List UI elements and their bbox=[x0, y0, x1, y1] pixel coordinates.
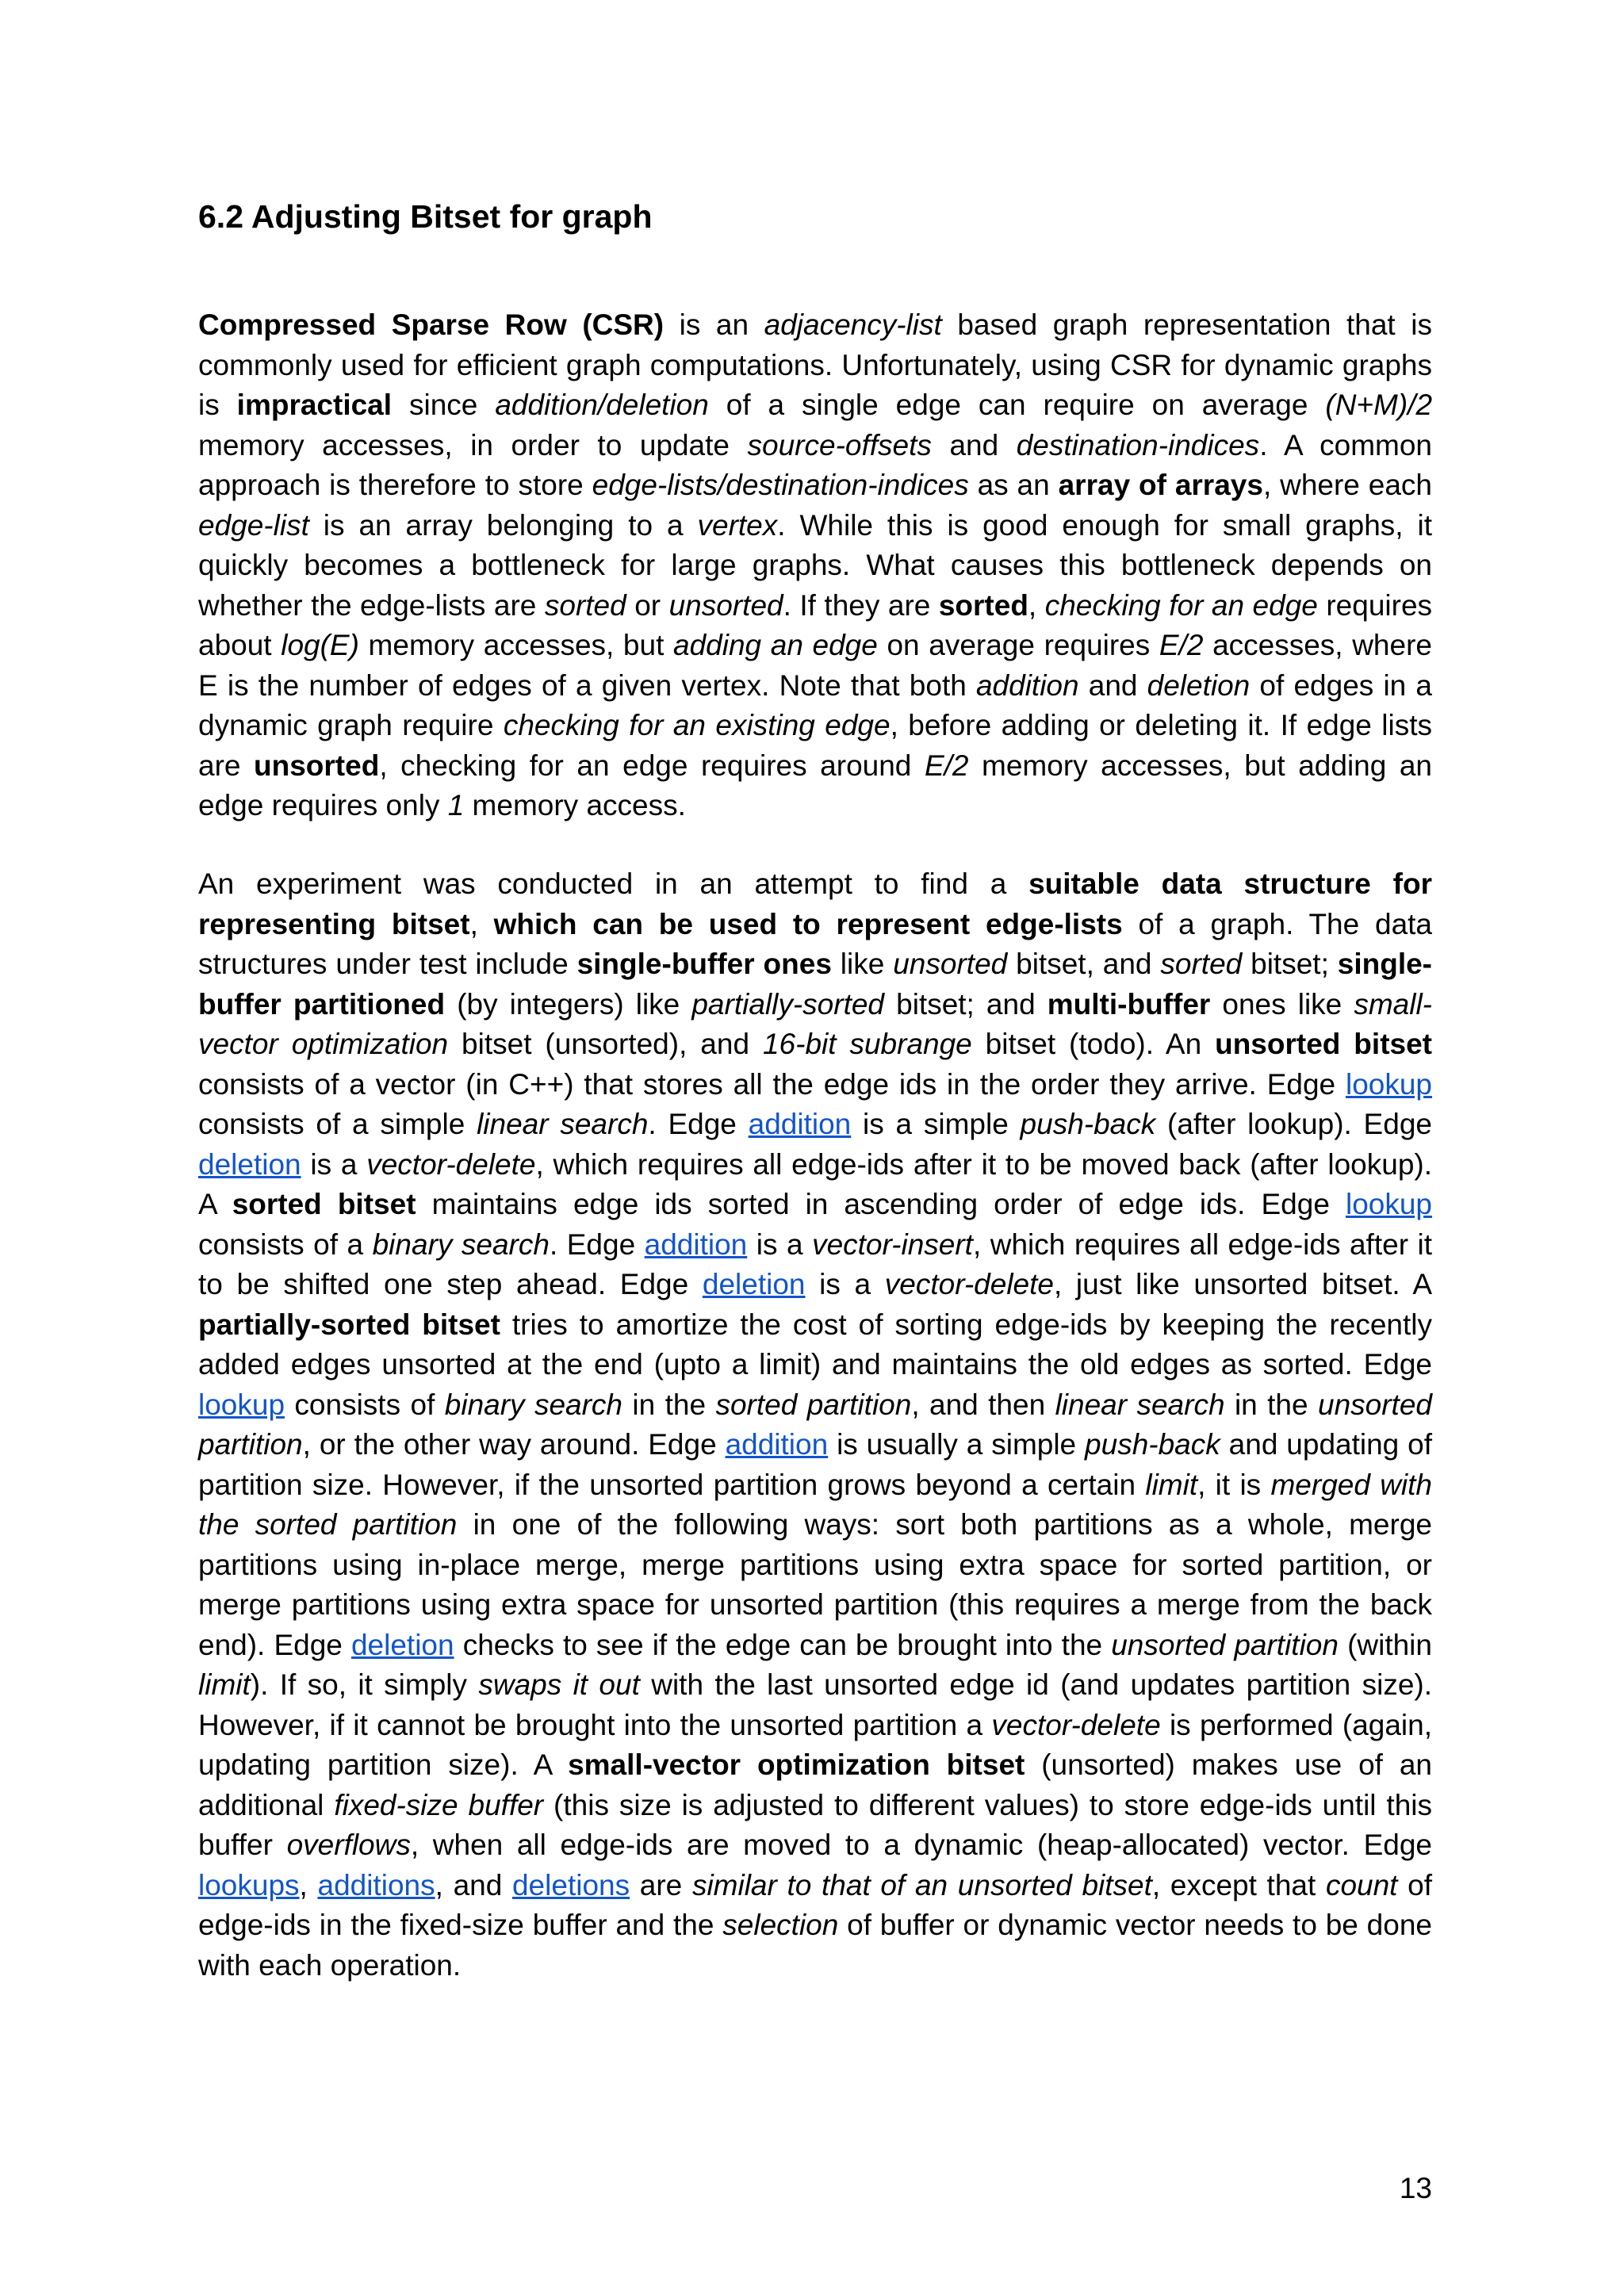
text: of edge-ids in the fixed-size buffer and the bbox=[198, 1868, 1433, 1941]
text: maintains edge ids sorted in ascending order of edge ids. Edge bbox=[416, 1188, 1346, 1220]
emph-text: push-back bbox=[1085, 1428, 1220, 1461]
emph-text: linear search bbox=[1055, 1388, 1225, 1421]
emph-text: deletion bbox=[1147, 668, 1251, 702]
strong-text: unsorted bbox=[254, 749, 380, 782]
emph-text: limit bbox=[198, 1668, 251, 1701]
paragraph-experiment bbox=[198, 864, 1432, 1986]
text: (after lookup). Edge bbox=[1155, 1108, 1432, 1140]
emph-text: 16-bit subrange bbox=[762, 1028, 972, 1060]
text: , bbox=[1028, 588, 1045, 622]
link-addition[interactable]: addition bbox=[644, 1227, 748, 1261]
emph-text: vector-delete bbox=[366, 1147, 536, 1181]
text: in the bbox=[622, 1388, 716, 1421]
text: , bbox=[299, 1868, 318, 1901]
emph-text: destination-indices bbox=[1016, 428, 1260, 461]
text: like bbox=[831, 948, 894, 980]
link-lookups[interactable]: lookups bbox=[198, 1868, 300, 1901]
text: An experiment was conducted in an attempt to find a bbox=[198, 867, 1029, 900]
text: memory accesses, but adding an edge requires only bbox=[198, 749, 1433, 821]
link-deletion[interactable]: deletion bbox=[702, 1268, 806, 1300]
strong-text: single-buffer ones bbox=[576, 948, 832, 980]
text: , which requires all edge-ids after it to be shifted one step ahead. Edge bbox=[198, 1227, 1433, 1300]
emph-text: checking for an existing edge bbox=[503, 709, 891, 741]
text: based graph representation that is commonly used for efficient graph computations. Unfortunately, using CSR for dynamic graphs is bbox=[198, 308, 1432, 421]
text: bitset, and bbox=[1007, 948, 1161, 980]
link-deletion[interactable]: deletion bbox=[350, 1628, 454, 1661]
link-addition[interactable]: addition bbox=[748, 1108, 852, 1140]
link-lookup[interactable]: lookup bbox=[1345, 1188, 1432, 1220]
section-heading: 6.2 Adjusting Bitset for graph bbox=[198, 198, 653, 235]
link-lookup[interactable]: lookup bbox=[1345, 1067, 1432, 1101]
text: bitset; bbox=[1242, 948, 1338, 980]
link-deletion[interactable]: deletion bbox=[198, 1147, 301, 1181]
text: consists of a simple bbox=[198, 1108, 477, 1140]
emph-text: overflows bbox=[286, 1829, 411, 1861]
text: memory access. bbox=[464, 789, 686, 821]
text: , which requires all edge-ids after it to be moved back (after lookup). A bbox=[198, 1147, 1432, 1220]
emph-text: log(E) bbox=[281, 629, 359, 661]
emph-text: adding an edge bbox=[673, 629, 878, 661]
emph-text: sorted bbox=[1160, 948, 1243, 980]
strong-text: multi-buffer bbox=[1047, 987, 1211, 1021]
emph-text: binary search bbox=[444, 1388, 622, 1421]
text: tries to amortize the cost of sorting edge-ids by keeping the recently added edges unsorted at the end (upto a limit) and maintains the old edges as sorted. Edge bbox=[198, 1308, 1432, 1381]
text: memory accesses, but bbox=[358, 629, 673, 661]
link-deletions[interactable]: deletions bbox=[511, 1868, 630, 1901]
strong-text: sorted bitset bbox=[232, 1188, 416, 1220]
text: , or the other way around. Edge bbox=[302, 1428, 726, 1461]
text: in one of the following ways: sort both partitions as a whole, merge partitions using in-place merge, merge partitions using extra space for sorted partition, or merge partitions using extra space for unsorted partition (this requires a merge from the back end). Edge bbox=[198, 1508, 1432, 1661]
text: is a bbox=[805, 1268, 885, 1300]
text: (unsorted) makes use of an additional bbox=[198, 1748, 1432, 1821]
text: is usually a simple bbox=[828, 1428, 1086, 1461]
text: (by integers) like bbox=[445, 987, 692, 1021]
page-number: 13 bbox=[1399, 2172, 1432, 2204]
text: . A common approach is therefore to store bbox=[198, 428, 1433, 501]
emph-text: small-vector optimization bbox=[198, 987, 1433, 1060]
text: accesses, where E is the number of edges of a given vertex. Note that both bbox=[198, 629, 1432, 702]
text: and bbox=[931, 428, 1017, 461]
emph-text: vector-delete bbox=[991, 1708, 1161, 1741]
text: on average requires bbox=[877, 629, 1159, 661]
emph-text: addition/deletion bbox=[495, 389, 709, 421]
emph-text: vector-insert bbox=[812, 1227, 973, 1261]
text: is a simple bbox=[851, 1108, 1021, 1140]
text: bitset (todo). An bbox=[971, 1028, 1216, 1060]
emph-text: partially-sorted bbox=[691, 987, 885, 1021]
text: or bbox=[626, 588, 669, 622]
emph-text: vertex bbox=[697, 508, 778, 542]
emph-text: binary search bbox=[372, 1227, 550, 1261]
emph-text: vector-delete bbox=[884, 1268, 1054, 1300]
text: , and bbox=[435, 1868, 512, 1901]
emph-text: fixed-size buffer bbox=[334, 1788, 544, 1821]
text: checks to see if the edge can be brought into the bbox=[454, 1628, 1112, 1661]
text: , checking for an edge requires around bbox=[379, 749, 925, 782]
text: consists of a vector (in C++) that stores all the edge ids in the order they arrive. Edge bbox=[198, 1067, 1346, 1101]
emph-text: unsorted partition bbox=[198, 1388, 1432, 1461]
text: is a bbox=[747, 1227, 813, 1261]
text: requires about bbox=[198, 588, 1433, 661]
text: , except that bbox=[1151, 1868, 1326, 1901]
text: (this size is adjusted to different values) to store edge-ids until this buffer bbox=[198, 1788, 1433, 1861]
text: (within bbox=[1338, 1628, 1432, 1661]
paragraph-csr bbox=[198, 305, 1432, 826]
emph-text: merged with the sorted partition bbox=[198, 1468, 1433, 1541]
text: and updating of partition size. However, if the unsorted partition grows beyond a certain bbox=[198, 1428, 1433, 1501]
emph-text: unsorted bbox=[668, 588, 783, 622]
emph-text: edge-lists/destination-indices bbox=[592, 469, 969, 501]
text: is an array belonging to a bbox=[308, 508, 698, 542]
text: in the bbox=[1224, 1388, 1318, 1421]
emph-text: sorted partition bbox=[715, 1388, 912, 1421]
text: , it is bbox=[1197, 1468, 1271, 1501]
strong-text: unsorted bitset bbox=[1215, 1028, 1432, 1060]
text: since bbox=[392, 389, 496, 421]
strong-text: small-vector optimization bitset bbox=[568, 1748, 1025, 1781]
emph-text: source-offsets bbox=[747, 428, 932, 461]
text: , just like unsorted bitset. A bbox=[1054, 1268, 1433, 1300]
text: bitset (unsorted), and bbox=[448, 1028, 763, 1060]
text: ones like bbox=[1210, 987, 1354, 1021]
text: is performed (again, updating partition size). A bbox=[198, 1708, 1432, 1781]
emph-text: swaps it out bbox=[478, 1668, 640, 1701]
emph-text: E/2 bbox=[924, 749, 969, 782]
strong-text: array of arrays bbox=[1058, 469, 1263, 501]
emph-text: sorted bbox=[544, 588, 626, 622]
text: . While this is good enough for small graphs, it quickly becomes a bottleneck for large graphs. What causes this bottleneck depends on whether the edge-lists are bbox=[198, 508, 1432, 622]
text: with the last unsorted edge id (and updates partition size). However, if it cannot be brought into the unsorted partition a bbox=[198, 1668, 1432, 1741]
emph-text: limit bbox=[1145, 1468, 1198, 1501]
emph-text: linear search bbox=[477, 1108, 649, 1140]
emph-text: selection bbox=[722, 1909, 839, 1941]
text: ). If so, it simply bbox=[250, 1668, 479, 1701]
emph-text: 1 bbox=[447, 789, 465, 821]
text: is a bbox=[301, 1147, 367, 1181]
text: , when all edge-ids are moved to a dynamic (heap-allocated) vector. Edge bbox=[410, 1829, 1432, 1861]
emph-text: E/2 bbox=[1159, 629, 1204, 661]
emph-text: adjacency-list bbox=[764, 308, 942, 341]
emph-text: count bbox=[1325, 1868, 1398, 1901]
text: of edges in a dynamic graph require bbox=[198, 668, 1432, 741]
emph-text: checking for an edge bbox=[1044, 588, 1318, 622]
term-csr: Compressed Sparse Row (CSR) bbox=[198, 308, 665, 341]
text: , bbox=[469, 907, 494, 940]
strong-text: partially-sorted bitset bbox=[198, 1308, 500, 1341]
text: . Edge bbox=[549, 1227, 645, 1261]
text: consists of a bbox=[198, 1227, 373, 1261]
emph-text: push-back bbox=[1020, 1108, 1156, 1140]
text: consists of bbox=[285, 1388, 445, 1421]
text: , and then bbox=[911, 1388, 1055, 1421]
text: as an bbox=[968, 469, 1059, 501]
link-addition[interactable]: addition bbox=[725, 1428, 829, 1461]
strong-text: single-buffer partitioned bbox=[198, 948, 1433, 1021]
text: and bbox=[1078, 668, 1147, 702]
emph-text: similar to that of an unsorted bitset bbox=[691, 1868, 1152, 1901]
text: bitset; and bbox=[884, 987, 1048, 1021]
text: . If they are bbox=[783, 588, 939, 622]
emph-text: (N+M)/2 bbox=[1325, 389, 1433, 421]
link-lookup[interactable]: lookup bbox=[198, 1388, 285, 1421]
text: memory accesses, in order to update bbox=[198, 428, 748, 461]
text: . Edge bbox=[648, 1108, 749, 1140]
text: of buffer or dynamic vector needs to be done with each operation. bbox=[198, 1909, 1432, 1982]
text: , where each bbox=[1262, 469, 1432, 501]
emph-text: unsorted bbox=[893, 948, 1008, 980]
text: are bbox=[630, 1868, 692, 1901]
emph-text: edge-list bbox=[198, 508, 309, 542]
text: , before adding or deleting it. If edge lists are bbox=[198, 709, 1433, 782]
strong-text: which can be used to represent edge-lists bbox=[493, 907, 1123, 940]
strong-text: suitable data structure for representing bitset bbox=[198, 867, 1432, 940]
emph-text: unsorted partition bbox=[1111, 1628, 1339, 1661]
link-additions[interactable]: additions bbox=[317, 1868, 435, 1901]
text: of a single edge can require on average bbox=[708, 389, 1326, 421]
text: is an bbox=[664, 308, 764, 341]
strong-text: impractical bbox=[236, 389, 393, 421]
text: of a graph. The data structures under test include bbox=[198, 907, 1432, 980]
emph-text: addition bbox=[975, 668, 1079, 702]
strong-text: sorted bbox=[938, 588, 1028, 622]
